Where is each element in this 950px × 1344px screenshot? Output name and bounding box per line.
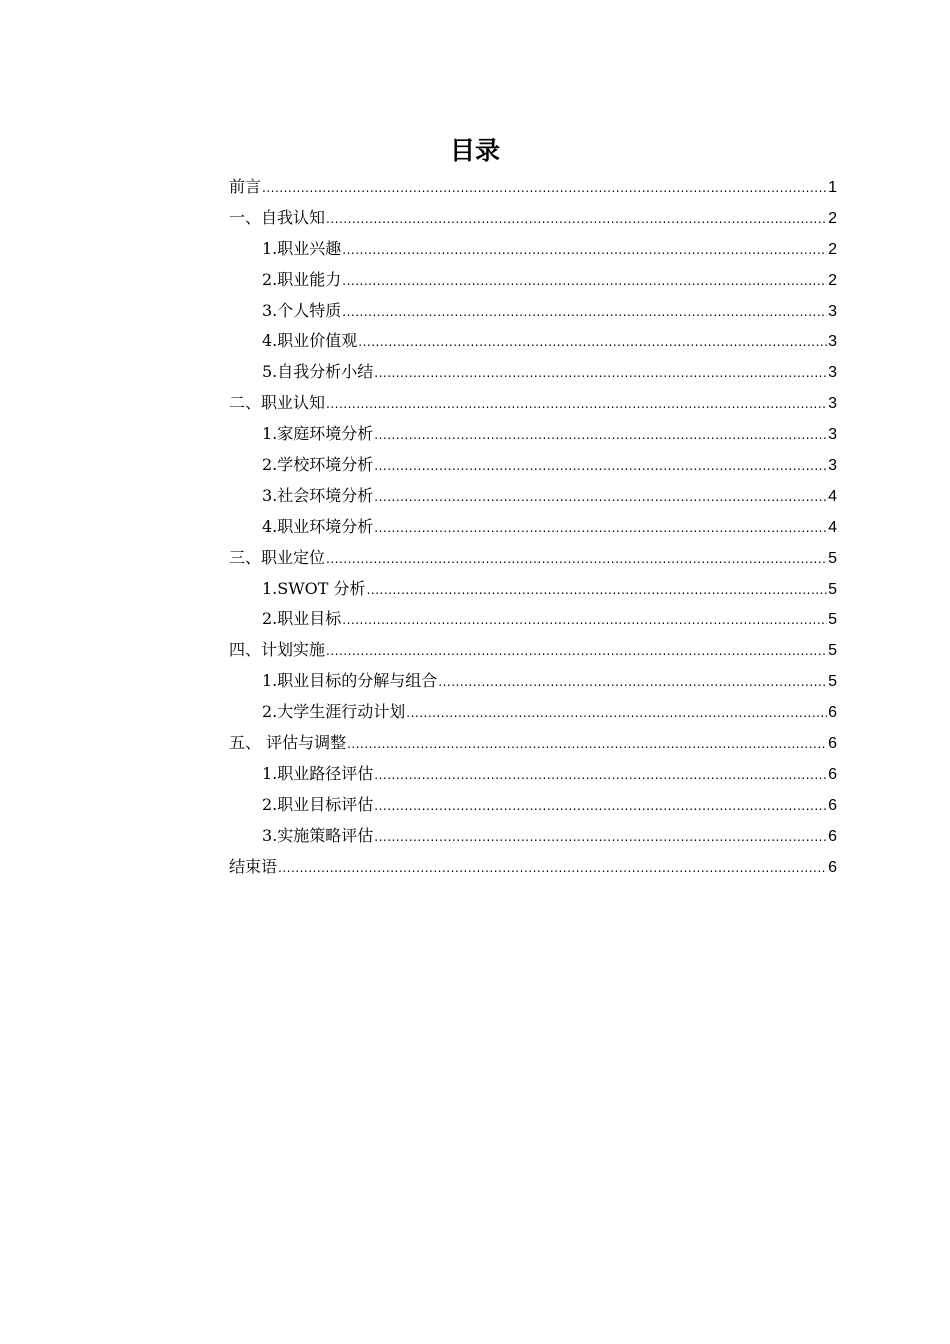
toc-entry-label: 四、计划实施	[229, 640, 326, 660]
toc-entry-label: 4.职业环境分析	[262, 516, 374, 536]
toc-entry[interactable]	[229, 265, 837, 296]
toc-dot-leader	[374, 358, 827, 389]
toc-entry-page-number: 6	[828, 796, 837, 814]
toc-dot-leader	[406, 698, 827, 729]
toc-entry-label: 2.职业能力	[262, 269, 342, 289]
toc-entry-label: 2.职业目标评估	[262, 794, 374, 814]
toc-dot-leader	[347, 729, 827, 760]
toc-entry-page-number: 4	[828, 518, 837, 536]
toc-entry-page-number: 3	[828, 302, 837, 320]
toc-entry[interactable]	[229, 666, 837, 697]
toc-entry-page-number: 3	[828, 426, 837, 444]
toc-entry[interactable]	[229, 543, 837, 574]
toc-dot-leader	[262, 173, 827, 204]
toc-entry[interactable]	[229, 203, 837, 234]
toc-dot-leader	[342, 235, 827, 266]
toc-entry[interactable]	[229, 635, 837, 666]
toc-entry-label: 5.自我分析小结	[262, 362, 374, 382]
toc-entry[interactable]	[229, 296, 837, 327]
toc-entry-page-number: 6	[828, 858, 837, 876]
toc-entry[interactable]	[229, 790, 837, 821]
toc-entry-label: 2.大学生涯行动计划	[262, 702, 406, 722]
toc-dot-leader	[374, 451, 827, 482]
toc-dot-leader	[278, 853, 827, 884]
toc-dot-leader	[374, 822, 827, 853]
toc-entry-page-number: 3	[828, 457, 837, 475]
toc-entry-label: 1.家庭环境分析	[262, 424, 374, 444]
toc-entry-label: 五、 评估与调整	[229, 733, 347, 753]
toc-entry[interactable]	[229, 697, 837, 728]
toc-entry-page-number: 5	[828, 611, 837, 629]
toc-entry-label: 前言	[229, 177, 262, 196]
toc-entry[interactable]	[229, 388, 837, 419]
toc-dot-leader	[374, 760, 827, 791]
toc-entry-label: 1.职业路径评估	[262, 763, 374, 783]
toc-entry[interactable]	[229, 512, 837, 543]
toc-entry-label: 一、自我认知	[229, 207, 326, 227]
toc-entry[interactable]	[229, 326, 837, 357]
toc-dot-leader	[342, 605, 827, 636]
toc-entry[interactable]	[229, 419, 837, 450]
toc-entry-page-number: 5	[828, 642, 837, 660]
toc-dot-leader	[326, 544, 827, 575]
toc-entry-page-number: 6	[828, 735, 837, 753]
toc-entry-label: 1.职业兴趣	[262, 238, 342, 258]
toc-entry-page-number: 3	[828, 333, 837, 351]
toc-entry-page-number: 3	[828, 395, 837, 413]
toc-entry[interactable]	[229, 604, 837, 635]
toc-entry[interactable]	[229, 172, 837, 203]
toc-entry[interactable]	[229, 852, 837, 883]
toc-entry-page-number: 6	[828, 704, 837, 722]
toc-entry-label: 结束语	[229, 856, 278, 876]
toc-dot-leader	[326, 204, 827, 235]
toc-entry-label: 4.职业价值观	[262, 331, 358, 351]
toc-entry-page-number: 5	[828, 580, 837, 598]
toc-entry[interactable]	[229, 759, 837, 790]
toc-dot-leader	[438, 667, 827, 698]
toc-entry-label: 三、职业定位	[229, 547, 326, 567]
toc-entry-page-number: 5	[828, 673, 837, 691]
toc-entry-page-number: 6	[828, 765, 837, 783]
toc-entry[interactable]	[229, 728, 837, 759]
toc-entry-label: 1.职业目标的分解与组合	[262, 671, 438, 691]
toc-entry-label: 2.职业目标	[262, 609, 342, 629]
toc-entry[interactable]	[229, 481, 837, 512]
toc-dot-leader	[358, 327, 827, 358]
toc-entry[interactable]	[229, 234, 837, 265]
toc-dot-leader	[342, 297, 827, 328]
toc-entry-label: 3.实施策略评估	[262, 825, 374, 845]
toc-dot-leader	[374, 791, 827, 822]
toc-entry-label: 二、职业认知	[229, 393, 326, 413]
toc-entry-page-number: 2	[828, 209, 837, 227]
toc-dot-leader	[342, 266, 827, 297]
toc-entry[interactable]	[229, 357, 837, 388]
toc-entry[interactable]	[229, 821, 837, 852]
toc-entry[interactable]	[229, 450, 837, 481]
toc-entry-page-number: 6	[828, 827, 837, 845]
toc-entry-page-number: 5	[828, 549, 837, 567]
toc-entry-label: 2.学校环境分析	[262, 455, 374, 475]
toc-title: 目录	[449, 136, 500, 165]
toc-entry-page-number: 3	[828, 364, 837, 382]
toc-dot-leader	[326, 636, 827, 667]
toc-entry-page-number: 1	[828, 179, 837, 196]
toc-dot-leader	[374, 482, 827, 513]
toc-dot-leader	[326, 389, 827, 420]
toc-entry-label: 3.社会环境分析	[262, 485, 374, 505]
toc-entry-page-number: 4	[828, 487, 837, 505]
toc-dot-leader	[374, 513, 827, 544]
toc-list	[229, 172, 837, 882]
toc-entry[interactable]	[229, 574, 837, 605]
toc-entry-label: 1.SWOT 分析	[262, 578, 366, 598]
toc-entry-label: 3.个人特质	[262, 300, 342, 320]
toc-entry-page-number: 2	[828, 271, 837, 289]
toc-dot-leader	[374, 420, 827, 451]
toc-dot-leader	[367, 575, 828, 606]
toc-entry-page-number: 2	[828, 240, 837, 258]
